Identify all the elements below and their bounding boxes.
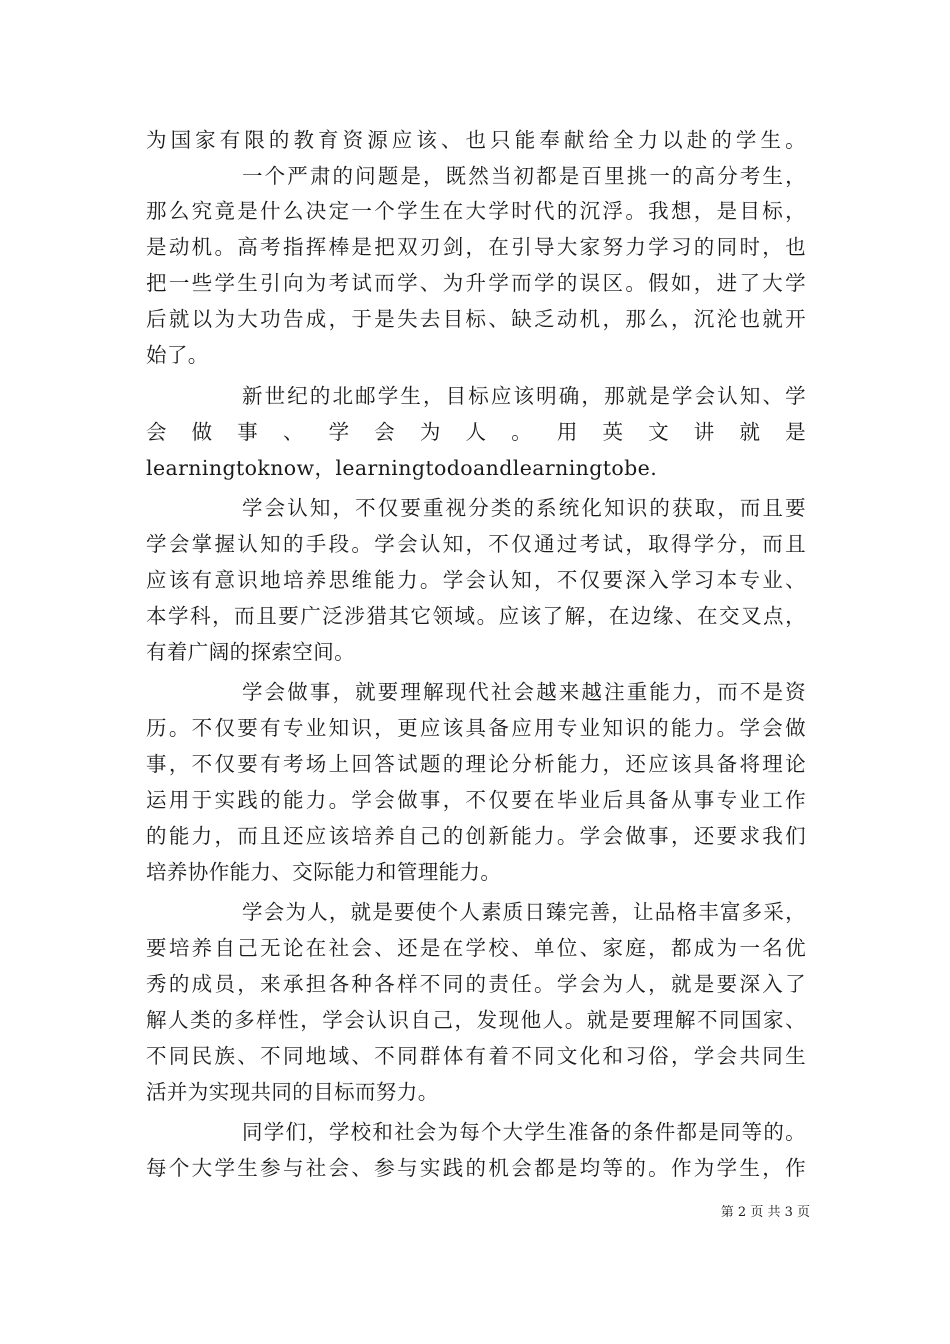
text-line: 那么究竟是什么决定一个学生在大学时代的沉浮。我想，是目标， [146, 199, 806, 223]
paragraph-first-line: 新世纪的北邮学生，目标应该明确，那就是学会认知、学 [242, 384, 806, 408]
text-line: 历。不仅要有专业知识，更应该具备应用专业知识的能力。学会做 [146, 716, 806, 740]
text-line: 事，不仅要有考场上回答试题的理论分析能力，还应该具备将理论 [146, 752, 806, 776]
paragraph-first-line: 学会做事，就要理解现代社会越来越注重能力，而不是资 [242, 680, 806, 704]
text-line: 有着广阔的探索空间。 [146, 640, 355, 664]
text-line: 始了。 [146, 343, 209, 367]
text-line: 为国家有限的教育资源应该、也只能奉献给全力以赴的学生。 [146, 128, 806, 152]
text-line: 解人类的多样性，学会认识自己，发现他人。就是要理解不同国家、 [146, 1008, 806, 1032]
text-line: 不同民族、不同地域、不同群体有着不同文化和习俗，学会共同生 [146, 1044, 806, 1068]
text-line: 的能力，而且还应该培养自己的创新能力。学会做事，还要求我们 [146, 824, 806, 848]
text-line: 要培养自己无论在社会、还是在学校、单位、家庭，都成为一名优 [146, 936, 806, 960]
text-line: 把一些学生引向为考试而学、为升学而学的误区。假如，进了大学 [146, 271, 806, 295]
text-line: 培养协作能力、交际能力和管理能力。 [146, 860, 502, 884]
page-number: 第 2 页 共 3 页 [720, 1205, 810, 1220]
text-line: 活并为实现共同的目标而努力。 [146, 1080, 439, 1104]
text-line: 是动机。高考指挥棒是把双刃剑，在引导大家努力学习的同时，也 [146, 235, 806, 259]
text-line: 每个大学生参与社会、参与实践的机会都是均等的。作为学生，作 [146, 1156, 806, 1180]
text-line: 应该有意识地培养思维能力。学会认知，不仅要深入学习本专业、 [146, 568, 806, 592]
paragraph-first-line: 一个严肃的问题是，既然当初都是百里挑一的高分考生， [242, 164, 806, 188]
paragraph-first-line: 学会为人，就是要使个人素质日臻完善，让品格丰富多采， [242, 900, 806, 924]
text-line: learningtoknow，learningtodoandlearningtobe. [146, 456, 658, 480]
text-line: 秀的成员，来承担各种各样不同的责任。学会为人，就是要深入了 [146, 972, 806, 996]
text-line: 运用于实践的能力。学会做事，不仅要在毕业后具备从事专业工作 [146, 788, 806, 812]
paragraph-first-line: 学会认知，不仅要重视分类的系统化知识的获取，而且要 [242, 496, 806, 520]
text-line: 学会掌握认知的手段。学会认知，不仅通过考试，取得学分，而且 [146, 532, 806, 556]
text-line: 会做事、学会为人。用英文讲就是 [146, 420, 806, 444]
paragraph-first-line: 同学们，学校和社会为每个大学生准备的条件都是同等的。 [242, 1120, 806, 1144]
text-line: 后就以为大功告成，于是失去目标、缺乏动机，那么，沉沦也就开 [146, 307, 806, 331]
text-line: 本学科，而且要广泛涉猎其它领域。应该了解，在边缘、在交叉点， [146, 604, 806, 628]
